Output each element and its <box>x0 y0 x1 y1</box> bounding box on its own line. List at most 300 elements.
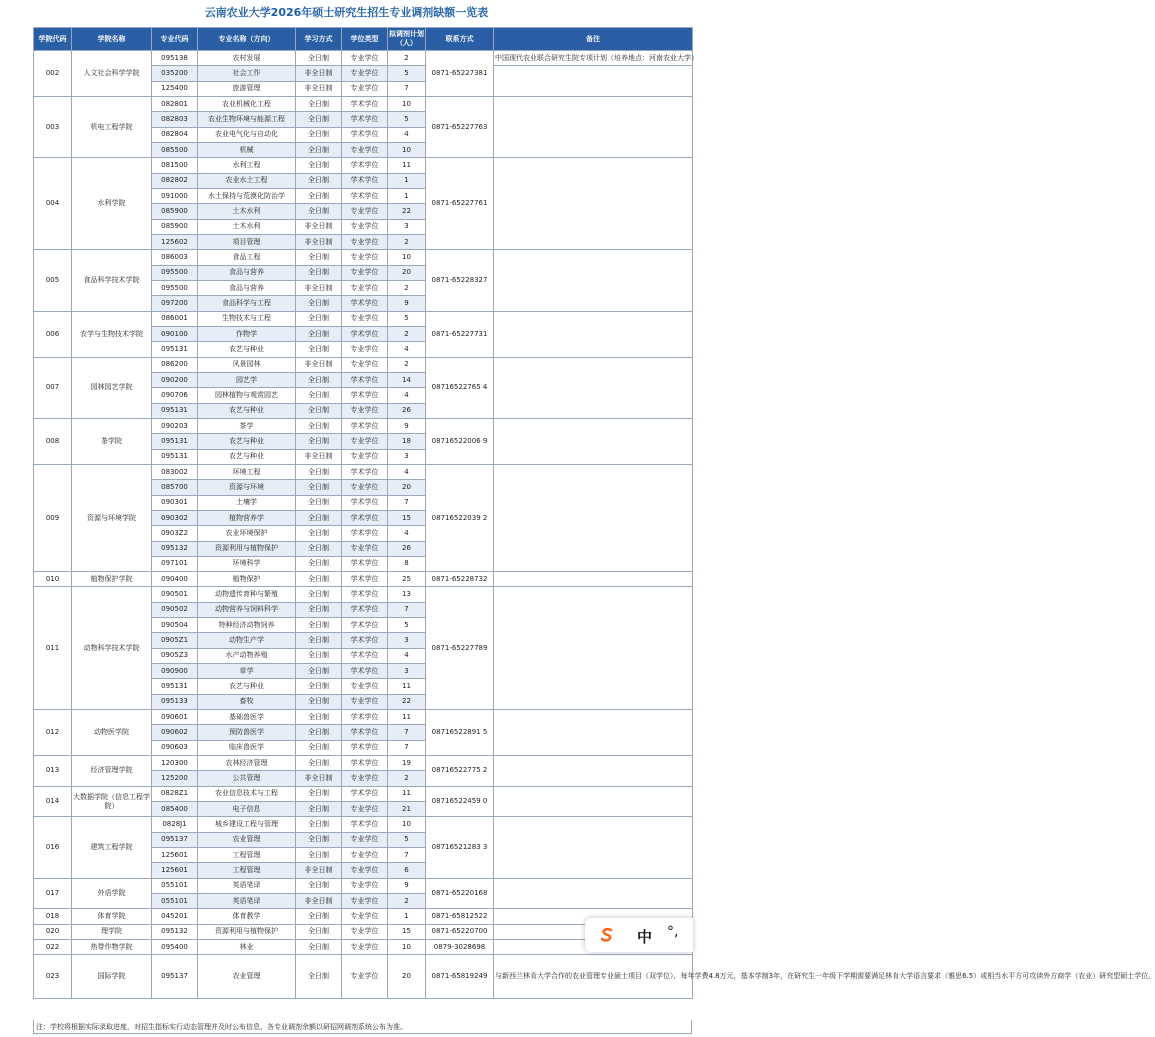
quota-cell: 5 <box>388 311 426 326</box>
major-code-cell: 095137 <box>152 832 198 847</box>
college-code-cell: 007 <box>34 357 72 418</box>
study-mode-cell: 全日制 <box>296 326 342 341</box>
remark-cell: 与新西兰林肯大学合作的农业管理专业硕士项目（双学位），每年学费4.8万元，基本学制3年，在研究生一年级下学期需要满足林肯大学语言要求（雅思6.5）或相当水平方可攻读外方商学（农业）研究型硕士学位。 <box>494 955 693 999</box>
study-mode-cell: 全日制 <box>296 572 342 587</box>
study-mode-cell: 全日制 <box>296 618 342 633</box>
quota-cell: 7 <box>388 602 426 617</box>
college-code-cell: 011 <box>34 587 72 710</box>
table-row <box>34 756 693 771</box>
degree-type-cell: 专业学位 <box>342 771 388 786</box>
degree-type-cell: 学术学位 <box>342 817 388 832</box>
study-mode-cell: 全日制 <box>296 924 342 939</box>
degree-type-cell: 学术学位 <box>342 710 388 725</box>
quota-cell: 2 <box>388 280 426 295</box>
major-name-cell: 畜牧 <box>198 694 296 709</box>
degree-type-cell: 专业学位 <box>342 832 388 847</box>
major-code-cell: 0828J1 <box>152 817 198 832</box>
quota-cell: 22 <box>388 204 426 219</box>
college-code-cell: 008 <box>34 418 72 464</box>
quota-cell: 10 <box>388 940 426 955</box>
study-mode-cell: 全日制 <box>296 526 342 541</box>
major-code-cell: 090203 <box>152 418 198 433</box>
study-mode-cell: 全日制 <box>296 372 342 387</box>
degree-type-cell: 专业学位 <box>342 909 388 924</box>
table-row <box>34 250 693 265</box>
major-name-cell: 风景园林 <box>198 357 296 372</box>
degree-type-cell: 学术学位 <box>342 495 388 510</box>
college-name-cell: 园林园艺学院 <box>72 357 152 418</box>
remark-cell <box>494 96 693 157</box>
quota-cell: 19 <box>388 756 426 771</box>
table-row <box>34 572 693 587</box>
study-mode-cell: 全日制 <box>296 848 342 863</box>
contact-phone-cell: 0871-65812522 <box>426 909 494 924</box>
major-code-cell: 086001 <box>152 311 198 326</box>
major-code-cell: 085700 <box>152 480 198 495</box>
college-name-cell: 农学与生物技术学院 <box>72 311 152 357</box>
study-mode-cell: 非全日制 <box>296 771 342 786</box>
major-name-cell: 基础兽医学 <box>198 710 296 725</box>
quota-cell: 7 <box>388 740 426 755</box>
degree-type-cell: 学术学位 <box>342 587 388 602</box>
degree-type-cell: 学术学位 <box>342 112 388 127</box>
degree-type-cell: 专业学位 <box>342 863 388 878</box>
major-name-cell: 旅游管理 <box>198 81 296 96</box>
degree-type-cell: 学术学位 <box>342 725 388 740</box>
college-code-cell: 022 <box>34 940 72 955</box>
college-code-cell: 004 <box>34 158 72 250</box>
degree-type-cell: 专业学位 <box>342 250 388 265</box>
study-mode-cell: 全日制 <box>296 173 342 188</box>
major-code-cell: 090601 <box>152 710 198 725</box>
college-code-cell: 017 <box>34 878 72 909</box>
quota-cell: 11 <box>388 679 426 694</box>
major-name-cell: 作物学 <box>198 326 296 341</box>
study-mode-cell: 全日制 <box>296 587 342 602</box>
remark-cell <box>494 464 693 571</box>
quota-cell: 2 <box>388 771 426 786</box>
header-cell: 联系方式 <box>426 28 494 51</box>
quota-cell: 9 <box>388 418 426 433</box>
major-name-cell: 农业环境保护 <box>198 526 296 541</box>
degree-type-cell: 专业学位 <box>342 142 388 157</box>
major-name-cell: 环境工程 <box>198 464 296 479</box>
quota-cell: 7 <box>388 848 426 863</box>
major-name-cell: 工程管理 <box>198 848 296 863</box>
degree-type-cell: 专业学位 <box>342 848 388 863</box>
quota-cell: 2 <box>388 326 426 341</box>
header-cell: 学习方式 <box>296 28 342 51</box>
major-code-cell: 0905Z1 <box>152 633 198 648</box>
major-name-cell: 预防兽医学 <box>198 725 296 740</box>
quota-cell: 10 <box>388 142 426 157</box>
table-header-row <box>34 28 693 51</box>
major-name-cell: 英语笔译 <box>198 894 296 909</box>
major-name-cell: 水产动物养殖 <box>198 648 296 663</box>
quota-cell: 5 <box>388 618 426 633</box>
quota-cell: 10 <box>388 817 426 832</box>
contact-phone-cell: 0871-65220168 <box>426 878 494 909</box>
ime-punct-toggle[interactable]: °, <box>667 924 679 940</box>
major-code-cell: 0905Z3 <box>152 648 198 663</box>
study-mode-cell: 全日制 <box>296 664 342 679</box>
major-name-cell: 食品科学与工程 <box>198 296 296 311</box>
quota-cell: 7 <box>388 81 426 96</box>
major-name-cell: 动物生产学 <box>198 633 296 648</box>
major-code-cell: 125601 <box>152 863 198 878</box>
header-cell: 拟调剂计划（人） <box>388 28 426 51</box>
major-name-cell: 资源利用与植物保护 <box>198 541 296 556</box>
quota-cell: 1 <box>388 173 426 188</box>
contact-phone-cell: 0871-65220700 <box>426 924 494 939</box>
degree-type-cell: 专业学位 <box>342 802 388 817</box>
study-mode-cell: 全日制 <box>296 786 342 801</box>
major-code-cell: 095500 <box>152 265 198 280</box>
major-name-cell: 水利工程 <box>198 158 296 173</box>
sogou-logo-icon <box>599 927 615 943</box>
quota-cell: 1 <box>388 909 426 924</box>
table-row <box>34 786 693 801</box>
contact-phone-cell: 0871-65227763 <box>426 96 494 157</box>
quota-cell: 5 <box>388 112 426 127</box>
college-name-cell: 机电工程学院 <box>72 96 152 157</box>
college-name-cell: 经济管理学院 <box>72 756 152 787</box>
college-name-cell: 建筑工程学院 <box>72 817 152 878</box>
contact-phone-cell: 08716522039 2 <box>426 464 494 571</box>
quota-cell: 5 <box>388 832 426 847</box>
major-code-cell: 081500 <box>152 158 198 173</box>
major-code-cell: 086200 <box>152 357 198 372</box>
college-name-cell: 国际学院 <box>72 955 152 999</box>
degree-type-cell: 学术学位 <box>342 418 388 433</box>
degree-type-cell: 专业学位 <box>342 234 388 249</box>
quota-cell: 18 <box>388 434 426 449</box>
study-mode-cell: 全日制 <box>296 756 342 771</box>
study-mode-cell: 全日制 <box>296 633 342 648</box>
table-row <box>34 878 693 893</box>
major-code-cell: 095131 <box>152 434 198 449</box>
quota-cell: 4 <box>388 342 426 357</box>
major-name-cell: 土木水利 <box>198 219 296 234</box>
major-code-cell: 090602 <box>152 725 198 740</box>
college-code-cell: 018 <box>34 909 72 924</box>
quota-cell: 11 <box>388 710 426 725</box>
study-mode-cell: 全日制 <box>296 204 342 219</box>
degree-type-cell: 学术学位 <box>342 648 388 663</box>
study-mode-cell: 全日制 <box>296 556 342 571</box>
major-code-cell: 090400 <box>152 572 198 587</box>
degree-type-cell: 专业学位 <box>342 878 388 893</box>
major-name-cell: 电子信息 <box>198 802 296 817</box>
table-row <box>34 357 693 372</box>
college-code-cell: 006 <box>34 311 72 357</box>
remark-cell: 中国现代农业联合研究生院专项计划（培养地点：河南农业大学） <box>494 51 693 66</box>
degree-type-cell: 专业学位 <box>342 403 388 418</box>
degree-type-cell: 学术学位 <box>342 372 388 387</box>
quota-cell: 13 <box>388 587 426 602</box>
quota-cell: 26 <box>388 541 426 556</box>
contact-phone-cell: 08716522765 4 <box>426 357 494 418</box>
major-name-cell: 农业电气化与自动化 <box>198 127 296 142</box>
degree-type-cell: 学术学位 <box>342 572 388 587</box>
major-name-cell: 园林植物与观赏园艺 <box>198 388 296 403</box>
college-code-cell: 023 <box>34 955 72 999</box>
contact-phone-cell: 0871-65227789 <box>426 587 494 710</box>
remark-cell <box>494 418 693 464</box>
college-code-cell: 002 <box>34 51 72 97</box>
study-mode-cell: 非全日制 <box>296 449 342 464</box>
remark-cell <box>494 786 693 817</box>
college-name-cell: 外语学院 <box>72 878 152 909</box>
major-name-cell: 社会工作 <box>198 66 296 81</box>
degree-type-cell: 学术学位 <box>342 664 388 679</box>
study-mode-cell: 全日制 <box>296 694 342 709</box>
degree-type-cell: 专业学位 <box>342 51 388 66</box>
major-name-cell: 资源与环境 <box>198 480 296 495</box>
study-mode-cell: 全日制 <box>296 909 342 924</box>
study-mode-cell: 全日制 <box>296 388 342 403</box>
remark-cell <box>494 878 693 909</box>
major-code-cell: 097200 <box>152 296 198 311</box>
study-mode-cell: 全日制 <box>296 250 342 265</box>
table-row <box>34 464 693 479</box>
quota-cell: 3 <box>388 633 426 648</box>
quota-cell: 4 <box>388 388 426 403</box>
study-mode-cell: 全日制 <box>296 817 342 832</box>
college-code-cell: 009 <box>34 464 72 571</box>
quota-cell: 25 <box>388 572 426 587</box>
major-code-cell: 090100 <box>152 326 198 341</box>
quota-cell: 10 <box>388 250 426 265</box>
remark-cell <box>494 572 693 587</box>
major-code-cell: 090302 <box>152 510 198 525</box>
quota-cell: 1 <box>388 188 426 203</box>
major-name-cell: 机械 <box>198 142 296 157</box>
table-row <box>34 587 693 602</box>
contact-phone-cell: 0871-65819249 <box>426 955 494 999</box>
college-name-cell: 动物科学技术学院 <box>72 587 152 710</box>
major-name-cell: 食品工程 <box>198 250 296 265</box>
college-name-cell: 理学院 <box>72 924 152 939</box>
major-code-cell: 090504 <box>152 618 198 633</box>
major-code-cell: 090706 <box>152 388 198 403</box>
major-name-cell: 英语笔译 <box>198 878 296 893</box>
major-name-cell: 动物营养与饲料科学 <box>198 602 296 617</box>
study-mode-cell: 全日制 <box>296 96 342 111</box>
major-code-cell: 095131 <box>152 342 198 357</box>
study-mode-cell: 全日制 <box>296 311 342 326</box>
study-mode-cell: 非全日制 <box>296 280 342 295</box>
header-cell: 学院名称 <box>72 28 152 51</box>
major-code-cell: 095400 <box>152 940 198 955</box>
major-code-cell: 085900 <box>152 219 198 234</box>
table-row <box>34 311 693 326</box>
major-code-cell: 090603 <box>152 740 198 755</box>
degree-type-cell: 学术学位 <box>342 188 388 203</box>
quota-cell: 4 <box>388 127 426 142</box>
major-code-cell: 095137 <box>152 955 198 999</box>
quota-cell: 6 <box>388 863 426 878</box>
major-code-cell: 086003 <box>152 250 198 265</box>
quota-cell: 4 <box>388 648 426 663</box>
degree-type-cell: 学术学位 <box>342 464 388 479</box>
major-code-cell: 090301 <box>152 495 198 510</box>
college-code-cell: 016 <box>34 817 72 878</box>
study-mode-cell: 全日制 <box>296 342 342 357</box>
quota-cell: 26 <box>388 403 426 418</box>
degree-type-cell: 学术学位 <box>342 756 388 771</box>
major-code-cell: 097101 <box>152 556 198 571</box>
study-mode-cell: 非全日制 <box>296 863 342 878</box>
major-name-cell: 农艺与种业 <box>198 403 296 418</box>
college-name-cell: 动物医学院 <box>72 710 152 756</box>
major-name-cell: 土壤学 <box>198 495 296 510</box>
table-row <box>34 418 693 433</box>
major-name-cell: 农林经济管理 <box>198 756 296 771</box>
major-code-cell: 045201 <box>152 909 198 924</box>
degree-type-cell: 专业学位 <box>342 280 388 295</box>
major-code-cell: 090502 <box>152 602 198 617</box>
quota-cell: 8 <box>388 556 426 571</box>
study-mode-cell: 非全日制 <box>296 219 342 234</box>
remark-cell <box>494 710 693 756</box>
degree-type-cell: 专业学位 <box>342 924 388 939</box>
study-mode-cell: 非全日制 <box>296 894 342 909</box>
quota-cell: 9 <box>388 878 426 893</box>
study-mode-cell: 全日制 <box>296 127 342 142</box>
study-mode-cell: 非全日制 <box>296 66 342 81</box>
study-mode-cell: 全日制 <box>296 955 342 999</box>
major-name-cell: 林业 <box>198 940 296 955</box>
quota-cell: 11 <box>388 158 426 173</box>
major-name-cell: 公共管理 <box>198 771 296 786</box>
college-code-cell: 013 <box>34 756 72 787</box>
major-name-cell: 农业管理 <box>198 832 296 847</box>
major-code-cell: 085400 <box>152 802 198 817</box>
quota-cell: 2 <box>388 894 426 909</box>
study-mode-cell: 全日制 <box>296 158 342 173</box>
remark-cell <box>494 817 693 878</box>
major-code-cell: 082803 <box>152 112 198 127</box>
quota-cell: 2 <box>388 51 426 66</box>
quota-cell: 15 <box>388 510 426 525</box>
degree-type-cell: 学术学位 <box>342 786 388 801</box>
contact-phone-cell: 08716522459 0 <box>426 786 494 817</box>
degree-type-cell: 学术学位 <box>342 556 388 571</box>
major-name-cell: 项目管理 <box>198 234 296 249</box>
degree-type-cell: 专业学位 <box>342 480 388 495</box>
degree-type-cell: 学术学位 <box>342 510 388 525</box>
degree-type-cell: 专业学位 <box>342 449 388 464</box>
college-name-cell: 大数据学院（信息工程学院） <box>72 786 152 817</box>
study-mode-cell: 全日制 <box>296 142 342 157</box>
major-code-cell: 095133 <box>152 694 198 709</box>
major-name-cell: 水土保持与荒漠化防治学 <box>198 188 296 203</box>
contact-phone-cell: 08716521283 3 <box>426 817 494 878</box>
college-name-cell: 食品科学技术学院 <box>72 250 152 311</box>
contact-phone-cell: 08716522775 2 <box>426 756 494 787</box>
major-name-cell: 农村发展 <box>198 51 296 66</box>
study-mode-cell: 全日制 <box>296 112 342 127</box>
degree-type-cell: 专业学位 <box>342 541 388 556</box>
degree-type-cell: 专业学位 <box>342 219 388 234</box>
remark-cell <box>494 66 693 97</box>
major-code-cell: 085900 <box>152 204 198 219</box>
study-mode-cell: 全日制 <box>296 296 342 311</box>
contact-phone-cell: 08716522891 5 <box>426 710 494 756</box>
major-code-cell: 082804 <box>152 127 198 142</box>
quota-cell: 7 <box>388 725 426 740</box>
study-mode-cell: 全日制 <box>296 940 342 955</box>
study-mode-cell: 全日制 <box>296 265 342 280</box>
vacancy-table <box>33 27 1155 999</box>
contact-phone-cell: 0871-65227761 <box>426 158 494 250</box>
major-name-cell: 农艺与种业 <box>198 449 296 464</box>
college-code-cell: 010 <box>34 572 72 587</box>
contact-phone-cell: 0871-65228732 <box>426 572 494 587</box>
degree-type-cell: 专业学位 <box>342 679 388 694</box>
header-cell: 专业名称（方向） <box>198 28 296 51</box>
remark-cell <box>494 250 693 311</box>
major-name-cell: 土木水利 <box>198 204 296 219</box>
ime-mode-label[interactable]: 中 <box>637 928 653 946</box>
major-code-cell: 125602 <box>152 234 198 249</box>
major-code-cell: 095132 <box>152 924 198 939</box>
major-code-cell: 125601 <box>152 848 198 863</box>
major-name-cell: 园艺学 <box>198 372 296 387</box>
degree-type-cell: 专业学位 <box>342 265 388 280</box>
degree-type-cell: 学术学位 <box>342 526 388 541</box>
study-mode-cell: 全日制 <box>296 602 342 617</box>
study-mode-cell: 全日制 <box>296 510 342 525</box>
major-code-cell: 120300 <box>152 756 198 771</box>
table-row <box>34 955 693 999</box>
major-name-cell: 体育教学 <box>198 909 296 924</box>
major-name-cell: 环境科学 <box>198 556 296 571</box>
degree-type-cell: 专业学位 <box>342 204 388 219</box>
study-mode-cell: 全日制 <box>296 648 342 663</box>
major-name-cell: 茶学 <box>198 418 296 433</box>
ime-toolbar[interactable] <box>585 918 693 952</box>
quota-cell: 20 <box>388 265 426 280</box>
degree-type-cell: 学术学位 <box>342 602 388 617</box>
study-mode-cell: 全日制 <box>296 403 342 418</box>
major-name-cell: 农业水土工程 <box>198 173 296 188</box>
study-mode-cell: 全日制 <box>296 188 342 203</box>
quota-cell: 2 <box>388 357 426 372</box>
college-name-cell: 水利学院 <box>72 158 152 250</box>
major-name-cell: 草学 <box>198 664 296 679</box>
major-code-cell: 091000 <box>152 188 198 203</box>
major-code-cell: 083002 <box>152 464 198 479</box>
study-mode-cell: 全日制 <box>296 495 342 510</box>
quota-cell: 10 <box>388 96 426 111</box>
quota-cell: 4 <box>388 464 426 479</box>
contact-phone-cell: 0871-65228327 <box>426 250 494 311</box>
degree-type-cell: 学术学位 <box>342 158 388 173</box>
major-name-cell: 食品与营养 <box>198 280 296 295</box>
major-name-cell: 工程管理 <box>198 863 296 878</box>
college-code-cell: 020 <box>34 924 72 939</box>
study-mode-cell: 全日制 <box>296 679 342 694</box>
degree-type-cell: 学术学位 <box>342 633 388 648</box>
quota-cell: 3 <box>388 664 426 679</box>
quota-cell: 5 <box>388 66 426 81</box>
major-name-cell: 动物遗传育种与繁殖 <box>198 587 296 602</box>
page-title: 云南农业大学2026年硕士研究生招生专业调剂缺额一览表 <box>204 6 489 19</box>
college-code-cell: 003 <box>34 96 72 157</box>
degree-type-cell: 专业学位 <box>342 66 388 81</box>
